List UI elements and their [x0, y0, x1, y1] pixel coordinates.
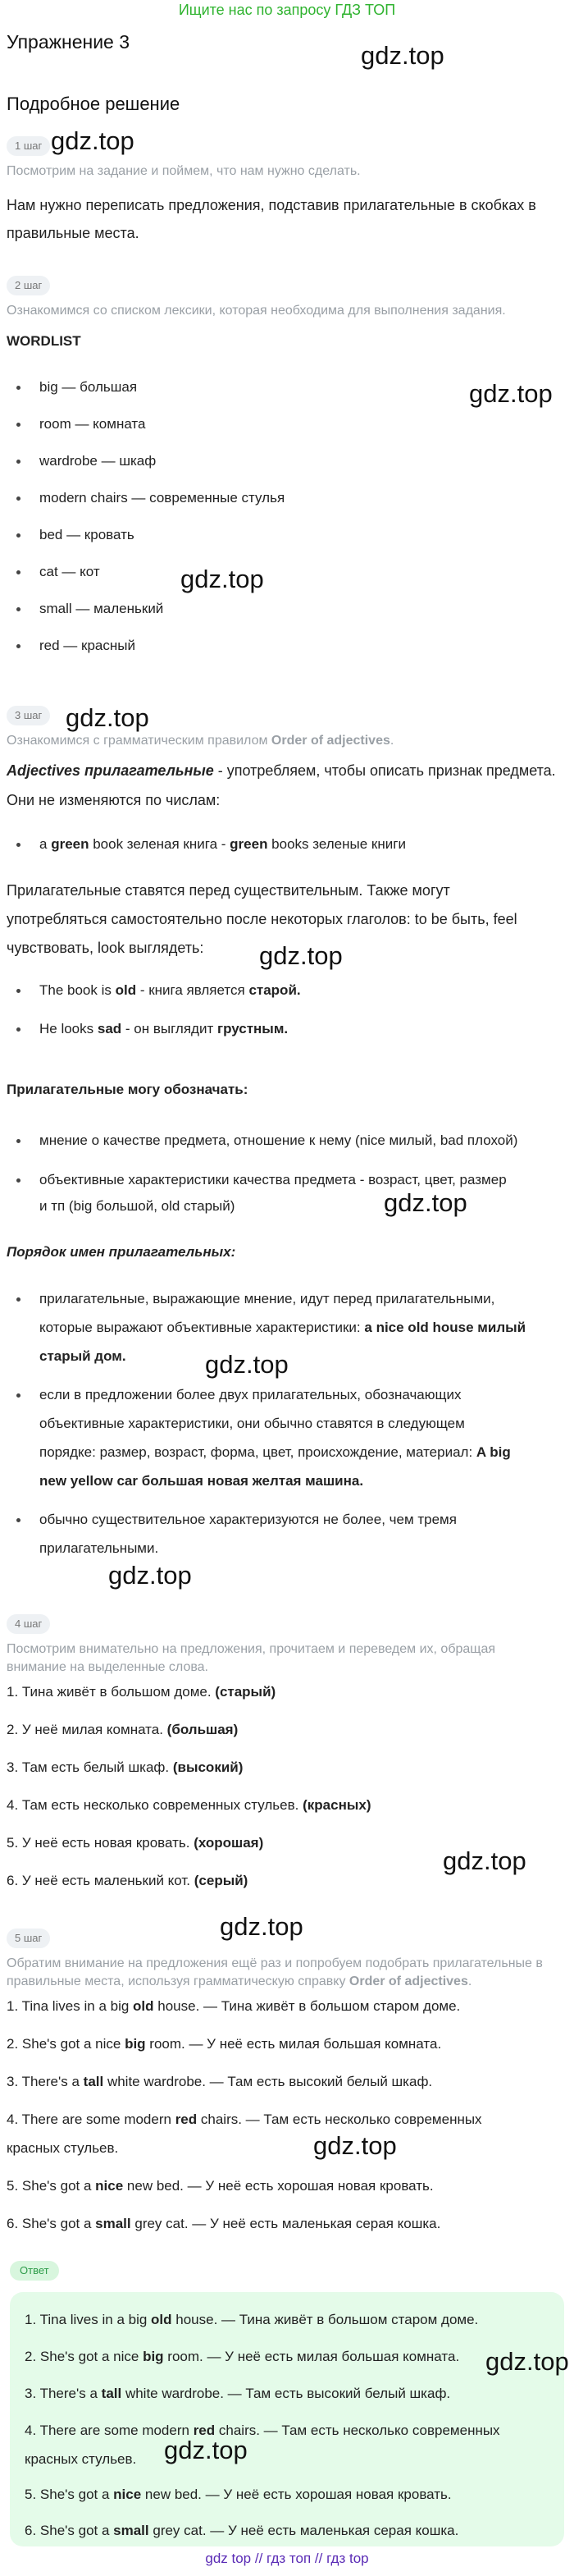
- list-item: мнение о качестве предмета, отношение к нему (nice милый, bad плохой): [39, 1128, 517, 1154]
- sentence-row: 4. There are some modern red chairs. — Там есть несколько современных: [7, 2112, 482, 2127]
- sentence-row: 5. У неё есть новая кровать. (хорошая): [7, 1835, 264, 1851]
- sentence-row: 6. У неё есть маленький кот. (серый): [7, 1873, 248, 1888]
- sentence-row: красных стульев.: [7, 2140, 119, 2156]
- sentence-row: 1. Тина живёт в большом доме. (старый): [7, 1684, 276, 1700]
- list-item: прилагательные, выражающие мнение, идут перед прилагательными,: [39, 1286, 494, 1312]
- footer-links: gdz top // гдз топ // гдз top: [205, 2551, 369, 2566]
- watermark: gdz.top: [443, 1846, 526, 1875]
- step-note: Ознакомимся с грамматическим правилом Order of adjectives.: [7, 734, 394, 748]
- watermark: gdz.top: [205, 1350, 289, 1379]
- list-item: room — комната: [39, 411, 145, 437]
- step-note: Обратим внимание на предложения ещё раз и попробуем подобрать прилагательные в: [7, 1956, 543, 1970]
- list-item-continuation: прилагательными.: [39, 1540, 159, 1556]
- footer-link[interactable]: гдз топ: [266, 2551, 312, 2566]
- watermark: gdz.top: [469, 379, 553, 408]
- sentence-row: 4. Там есть несколько современных стульев. (красных): [7, 1797, 371, 1813]
- watermark: gdz.top: [259, 941, 343, 970]
- paragraph: Нам нужно переписать предложения, подставив прилагательные в скобках в: [7, 197, 536, 213]
- watermark: gdz.top: [384, 1188, 467, 1217]
- paragraph: правильные места.: [7, 225, 139, 241]
- list-item-continuation: которые выражают объективные характеристики: a nice old house милый: [39, 1320, 526, 1335]
- paragraph: употребляться самостоятельно после некоторых глаголов: to be быть, feel: [7, 911, 517, 927]
- list-item: обычно существительное характеризуются не более, чем тремя: [39, 1507, 457, 1533]
- step-badge: 5 шаг: [7, 1929, 50, 1948]
- answer-row: 2. She's got a nice big room. — У неё есть милая большая комната.: [25, 2349, 460, 2364]
- list-item: объективные характеристики качества предмета - возраст, цвет, размер: [39, 1167, 507, 1193]
- sentence-row: 1. Tina lives in a big old house. — Тина живёт в большом старом доме.: [7, 1998, 461, 2014]
- answer-row: 6. She's got a small grey cat. — У неё есть маленькая серая кошка.: [25, 2523, 459, 2538]
- list-item: bed — кровать: [39, 522, 134, 548]
- sentence-row: 5. She's got a nice new bed. — У неё есть хорошая новая кровать.: [7, 2178, 434, 2194]
- sentence-row: 3. Там есть белый шкаф. (высокий): [7, 1759, 244, 1775]
- step-note: Посмотрим на задание и поймем, что нам нужно сделать.: [7, 164, 361, 178]
- footer-link[interactable]: гдз top: [326, 2551, 369, 2566]
- search-banner: Ищите нас по запросу ГДЗ ТОП: [178, 2, 396, 18]
- watermark: gdz.top: [220, 1912, 303, 1941]
- watermark: gdz.top: [361, 41, 444, 70]
- watermark: gdz.top: [313, 2131, 397, 2160]
- step-badge: 2 шаг: [7, 276, 50, 295]
- answer-row: 5. She's got a nice new bed. — У неё есть хорошая новая кровать.: [25, 2487, 452, 2502]
- page-title: Упражнение 3: [7, 31, 130, 53]
- list-item: The book is old - книга является старой.: [39, 977, 301, 1004]
- watermark: gdz.top: [51, 126, 134, 155]
- list-item: big — большая: [39, 374, 137, 400]
- watermark: gdz.top: [164, 2436, 248, 2464]
- list-item: если в предложении более двух прилагательных, обозначающих: [39, 1382, 462, 1408]
- watermark: gdz.top: [485, 2347, 569, 2376]
- list-item-continuation: старый дом.: [39, 1348, 126, 1364]
- step-badge: 3 шаг: [7, 706, 50, 725]
- sentence-row: 2. У неё милая комната. (большая): [7, 1722, 239, 1737]
- paragraph: Они не изменяются по числам:: [7, 792, 221, 808]
- step-note: правильные места, используя грамматическую справку Order of adjectives.: [7, 1974, 472, 1988]
- step-badge: 4 шаг: [7, 1614, 50, 1634]
- list-item-continuation: порядке: размер, возраст, форма, цвет, происхождение, материал: A big: [39, 1444, 511, 1460]
- list-item-continuation: объективные характеристики, они обычно ставятся в следующем: [39, 1416, 465, 1431]
- wordlist-header: WORDLIST: [7, 333, 81, 349]
- list-item: small — маленький: [39, 596, 163, 622]
- list-item: cat — кот: [39, 559, 100, 585]
- answer-box: [10, 2292, 564, 2546]
- step-badge: 1 шаг: [7, 136, 50, 156]
- step-note: внимание на выделенные слова.: [7, 1660, 208, 1674]
- answer-row: красных стульев.: [25, 2451, 137, 2467]
- watermark: gdz.top: [180, 565, 264, 593]
- sentence-row: 2. She's got a nice big room. — У неё есть милая большая комната.: [7, 2036, 442, 2052]
- list-item: red — красный: [39, 633, 135, 659]
- footer-link[interactable]: gdz top: [205, 2551, 252, 2566]
- step-note: Посмотрим внимательно на предложения, прочитаем и переведем их, обращая: [7, 1642, 496, 1656]
- watermark: gdz.top: [66, 703, 149, 732]
- section-header: Прилагательные могу обозначать:: [7, 1082, 248, 1097]
- paragraph: чувствовать, look выглядеть:: [7, 940, 204, 956]
- solution-heading: Подробное решение: [7, 94, 180, 114]
- section-header: Порядок имен прилагательных:: [7, 1244, 236, 1260]
- answer-row: 4. There are some modern red chairs. — Там есть несколько современных: [25, 2423, 500, 2438]
- list-item: a green book зеленая книга - green books зеленые книги: [39, 831, 406, 858]
- list-item-continuation: и тп (big большой, old старый): [39, 1198, 235, 1214]
- paragraph: Прилагательные ставятся перед существительным. Также могут: [7, 882, 450, 899]
- step-note: Ознакомимся со списком лексики, которая необходима для выполнения задания.: [7, 304, 506, 318]
- list-item-continuation: new yellow car большая новая желтая машина.: [39, 1473, 364, 1489]
- sentence-row: 3. There's a tall white wardrobe. — Там есть высокий белый шкаф.: [7, 2074, 433, 2089]
- list-item: He looks sad - он выглядит грустным.: [39, 1016, 288, 1042]
- sentence-row: 6. She's got a small grey cat. — У неё есть маленькая серая кошка.: [7, 2216, 441, 2231]
- list-item: wardrobe — шкаф: [39, 448, 156, 474]
- answer-badge: Ответ: [10, 2261, 59, 2281]
- watermark: gdz.top: [108, 1561, 192, 1590]
- answer-row: 1. Tina lives in a big old house. — Тина живёт в большом старом доме.: [25, 2312, 479, 2327]
- paragraph: Adjectives прилагательные - употребляем, чтобы описать признак предмета.: [7, 762, 556, 779]
- list-item: modern chairs — современные стулья: [39, 485, 285, 511]
- answer-row: 3. There's a tall white wardrobe. — Там есть высокий белый шкаф.: [25, 2386, 451, 2401]
